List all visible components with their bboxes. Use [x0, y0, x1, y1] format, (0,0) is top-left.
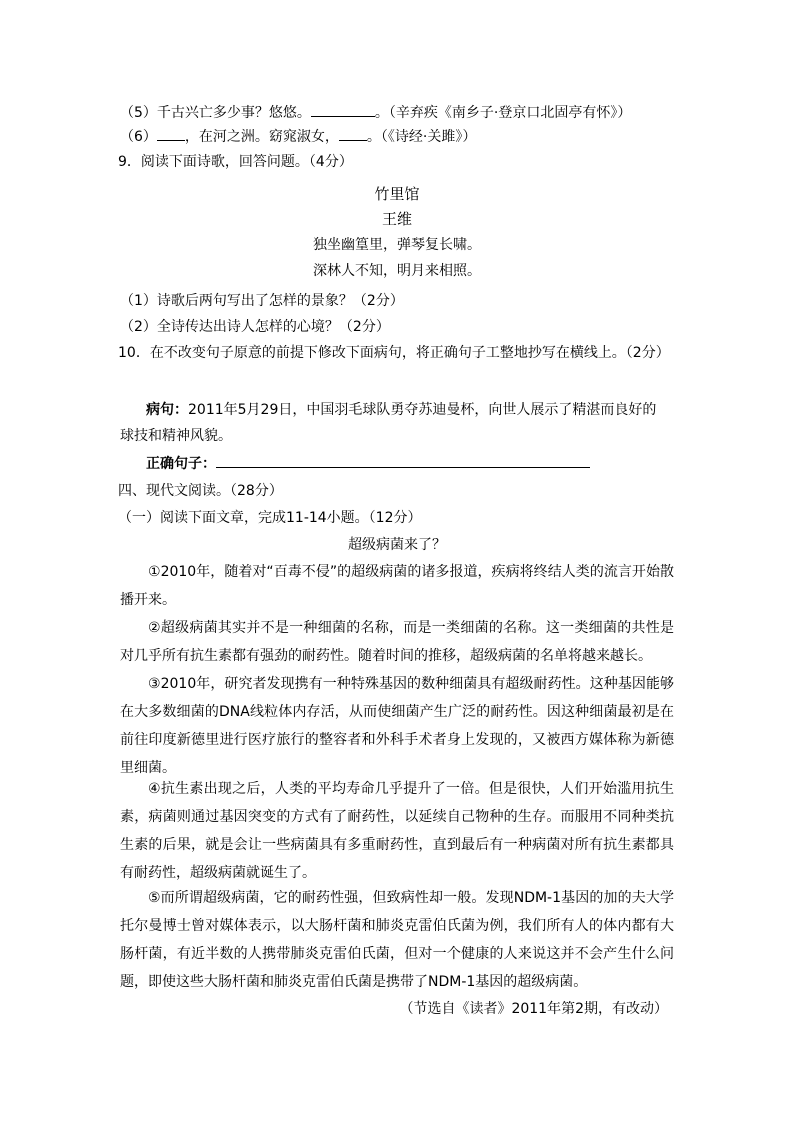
correct-sentence-answer-line[interactable] — [216, 453, 590, 468]
section-4-heading: 四、现代文阅读。（28分） — [118, 483, 283, 499]
article-source: （节选自《读者》2011年第2期，有改动） — [399, 1001, 668, 1017]
poem-line-2: 深林人不知，明月来相照。 — [313, 263, 481, 279]
wrong-sentence-line-2: 球技和精神风貌。 — [120, 428, 232, 444]
article-title: 超级病菌来了？ — [348, 537, 446, 553]
wrong-sentence-text-1: 2011年5月29日，中国羽毛球队勇夺苏迪曼杯，向世人展示了精湛而良好的 — [188, 402, 657, 418]
article-paragraph-4: ④抗生素出现之后，人类的平均寿命几乎提升了一倍。但是很快，人们开始滥用抗生素，病菌则通过基因突变的方式有了耐药性，以延续自己物种的生存。而服用不同种类抗生素的后果，就是会让一些病菌具有多重耐药性，直到最后有一种病菌对所有抗生素都具有耐药性，超级病菌就诞生了。 — [120, 781, 674, 881]
fill-in-item-5 — [120, 102, 631, 123]
poem-author: 王维 — [381, 210, 412, 228]
item6-middle: ，在河之洲。窈窕淑女， — [184, 129, 339, 145]
article-paragraph-1: ①2010年，随着对“百毒不侵”的超级病菌的诸多报道，疾病将终结人类的流言开始散播开来。 — [120, 564, 674, 608]
article-paragraph-2: ②超级病菌其实并不是一种细菌的名称，而是一类细菌的名称。这一类细菌的共性是对几乎所有抗生素都有强劲的耐药性。随着时间的推移，超级病菌的名单将越来越长。 — [120, 620, 674, 664]
question-9-sub-2: （2）全诗传达出诗人怎样的心境？（2分） — [120, 319, 390, 335]
answer-blank[interactable] — [339, 126, 367, 141]
question-9-prompt: 9．阅读下面诗歌，回答问题。（4分） — [118, 154, 353, 170]
wrong-sentence-line-1 — [146, 400, 656, 420]
fill-in-item-6 — [120, 126, 476, 147]
article-paragraph-5: ⑤而所谓超级病菌，它的耐药性强，但致病性却一般。发现NDM-1基因的加的夫大学托尔曼博士曾对媒体表示，以大肠杆菌和肺炎克雷伯氏菌为例，我们所有人的体内都有大肠杆菌，有近半数的人携带肺炎克雷伯氏菌，但对一个健康的人来说这并不会产生什么问题，即使这些大肠杆菌和肺炎克雷伯氏菌是携带了NDM-1基因的超级病菌。 — [120, 890, 674, 990]
answer-blank[interactable] — [157, 126, 185, 141]
item5-prefix: （5）千古兴亡多少事？悠悠。 — [120, 105, 311, 121]
poem-line-1: 独坐幽篁里，弹琴复长啸。 — [313, 237, 481, 253]
wrong-sentence-label: 病句： — [146, 402, 188, 418]
question-10-prompt: 10．在不改变句子原意的前提下修改下面病句，将正确句子工整地抄写在横线上。（2分） — [118, 345, 670, 361]
correct-sentence-row — [146, 453, 590, 474]
poem-title: 竹里馆 — [374, 185, 420, 203]
correct-sentence-label: 正确句子： — [146, 456, 216, 472]
item6-prefix: （6） — [120, 129, 157, 145]
article-paragraph-3: ③2010年，研究者发现携有一种特殊基因的数种细菌具有超级耐药性。这种基因能够在大多数细菌的DNA线粒体内存活，从而使细菌产生广泛的耐药性。因这种细菌最初是在前往印度新德里进行医疗旅行的整容者和外科手术者身上发现的，又被西方媒体称为新德里细菌。 — [120, 676, 674, 776]
section-4-part-1: （一）阅读下面文章，完成11-14小题。（12分） — [118, 510, 422, 526]
item6-suffix: 。（《诗经·关雎》） — [366, 129, 477, 145]
answer-blank[interactable] — [311, 102, 375, 117]
item5-suffix: 。（辛弃疾《南乡子·登京口北固亭有怀》） — [374, 105, 632, 121]
question-9-sub-1: （1）诗歌后两句写出了怎样的景象？（2分） — [120, 293, 404, 309]
